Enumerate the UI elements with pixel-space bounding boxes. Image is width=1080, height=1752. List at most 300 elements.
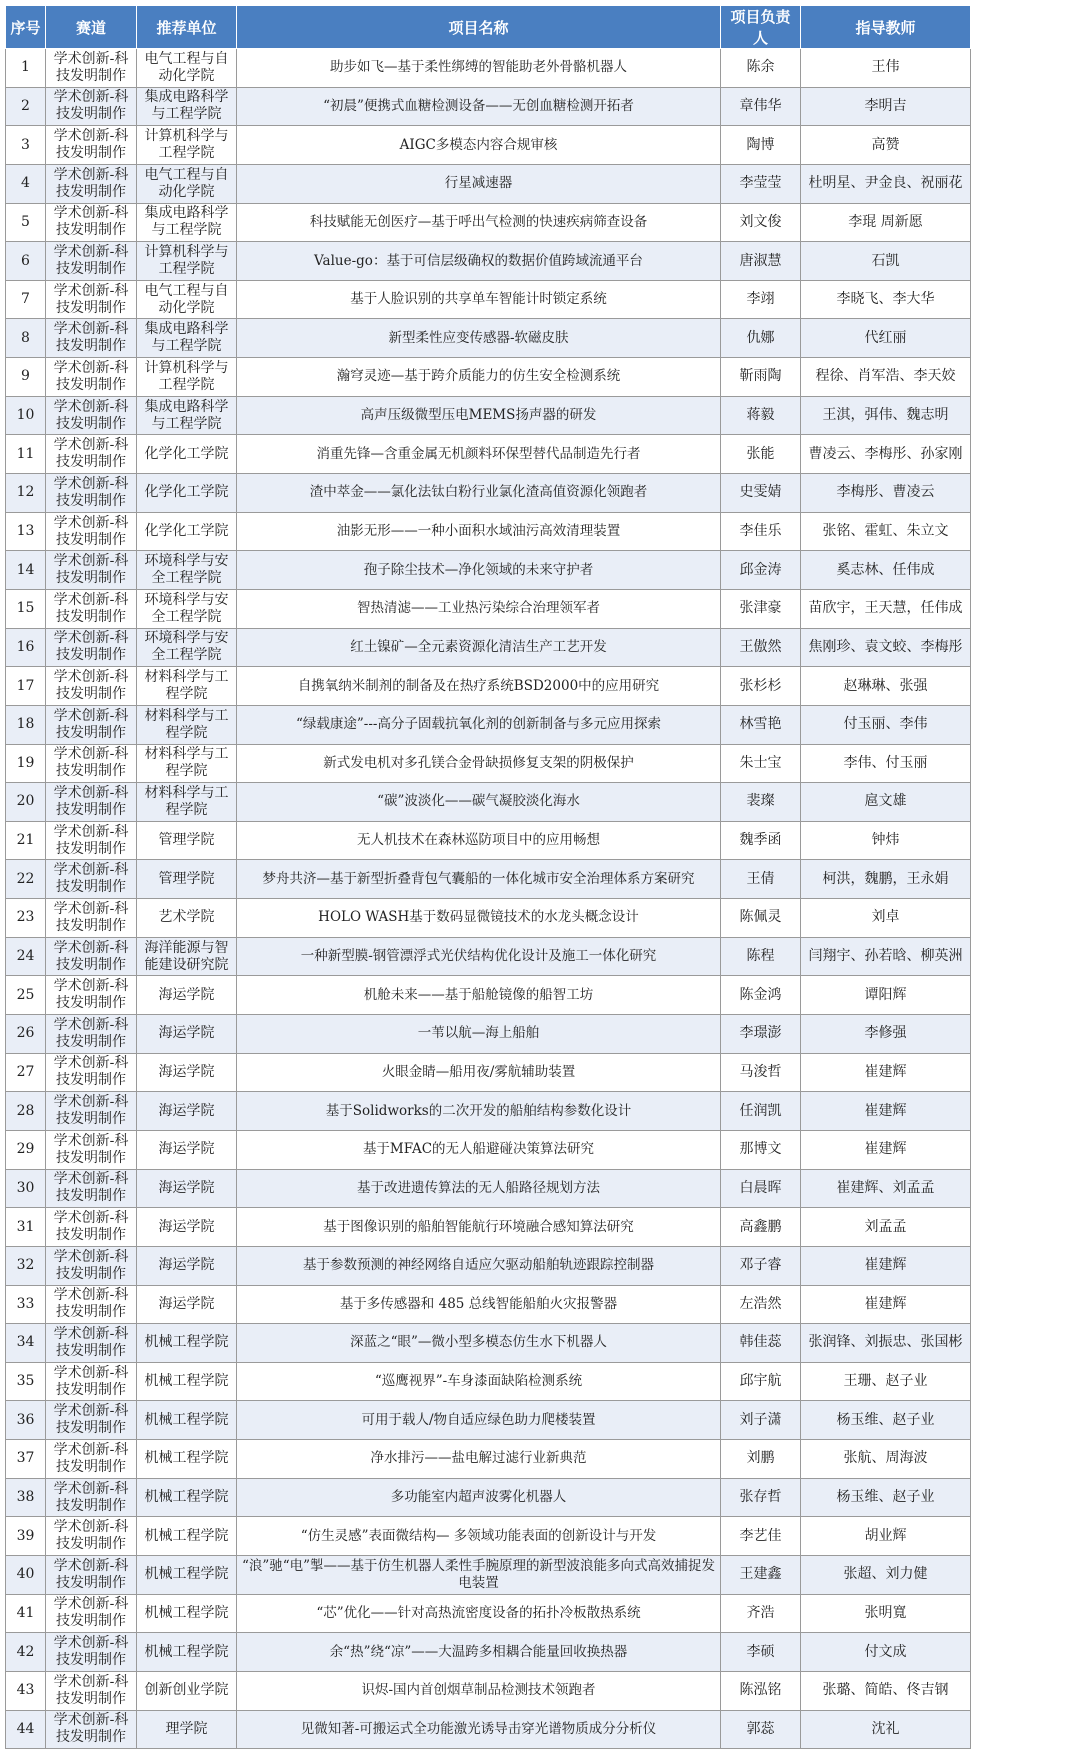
cell-unit: 管理学院 (137, 821, 237, 860)
cell-no: 22 (6, 860, 46, 899)
cell-track: 学术创新-科技发明制作 (46, 1246, 137, 1285)
cell-no: 9 (6, 358, 46, 397)
cell-leader: 刘文俊 (721, 203, 801, 242)
cell-unit: 海运学院 (137, 1015, 237, 1054)
table-row (6, 783, 971, 822)
cell-no: 37 (6, 1440, 46, 1479)
cell-unit: 机械工程学院 (137, 1440, 237, 1479)
cell-advisor: 崔建辉 (801, 1130, 971, 1169)
cell-project: 消重先锋—含重金属无机颜料环保型替代品制造先行者 (237, 435, 721, 474)
cell-advisor: 崔建辉 (801, 1246, 971, 1285)
cell-advisor: 闫翔宇、孙若晗、柳英洲 (801, 937, 971, 976)
cell-leader: 邱宇航 (721, 1362, 801, 1401)
cell-no: 26 (6, 1015, 46, 1054)
cell-project: Value-go：基于可信层级确权的数据价值跨域流通平台 (237, 242, 721, 281)
cell-no: 24 (6, 937, 46, 976)
cell-no: 7 (6, 280, 46, 319)
table-row (6, 1053, 971, 1092)
cell-advisor: 张明寬 (801, 1594, 971, 1633)
cell-no: 3 (6, 126, 46, 165)
cell-project: 基于图像识别的船舶智能航行环境融合感知算法研究 (237, 1208, 721, 1247)
cell-project: HOLO WASH基于数码显微镜技术的水龙头概念设计 (237, 899, 721, 938)
cell-unit: 集成电路科学与工程学院 (137, 319, 237, 358)
cell-project: 科技赋能无创医疗—基于呼出气检测的快速疾病筛查设备 (237, 203, 721, 242)
cell-leader: 马浚哲 (721, 1053, 801, 1092)
table-row (6, 1710, 971, 1749)
cell-project: 一种新型膜-钢管漂浮式光伏结构优化设计及施工一体化研究 (237, 937, 721, 976)
cell-track: 学术创新-科技发明制作 (46, 1401, 137, 1440)
cell-leader: 陈程 (721, 937, 801, 976)
cell-unit: 海洋能源与智能建设研究院 (137, 937, 237, 976)
cell-track: 学术创新-科技发明制作 (46, 1517, 137, 1556)
cell-advisor: 赵琳琳、张强 (801, 667, 971, 706)
cell-unit: 计算机科学与工程学院 (137, 242, 237, 281)
cell-no: 41 (6, 1594, 46, 1633)
cell-track: 学术创新-科技发明制作 (46, 474, 137, 513)
cell-advisor: 王伟 (801, 49, 971, 88)
cell-leader: 史雯婧 (721, 474, 801, 513)
table-row (6, 1633, 971, 1672)
cell-unit: 材料科学与工程学院 (137, 705, 237, 744)
cell-unit: 集成电路科学与工程学院 (137, 396, 237, 435)
table-row (6, 1594, 971, 1633)
cell-no: 44 (6, 1710, 46, 1749)
cell-project: “碳”波淡化——碳气凝胶淡化海水 (237, 783, 721, 822)
table-body (6, 49, 971, 1749)
cell-unit: 材料科学与工程学院 (137, 744, 237, 783)
cell-leader: 靳雨陶 (721, 358, 801, 397)
cell-advisor: 杨玉维、赵子业 (801, 1401, 971, 1440)
cell-leader: 裴璨 (721, 783, 801, 822)
cell-track: 学术创新-科技发明制作 (46, 1169, 137, 1208)
cell-leader: 唐淑慧 (721, 242, 801, 281)
cell-unit: 环境科学与安全工程学院 (137, 589, 237, 628)
cell-project: 净水排污——盐电解过滤行业新典范 (237, 1440, 721, 1479)
cell-project: 多功能室内超声波雾化机器人 (237, 1478, 721, 1517)
table-row (6, 87, 971, 126)
cell-leader: 任润凯 (721, 1092, 801, 1131)
cell-leader: 刘鹏 (721, 1440, 801, 1479)
cell-unit: 材料科学与工程学院 (137, 667, 237, 706)
cell-no: 20 (6, 783, 46, 822)
cell-unit: 管理学院 (137, 860, 237, 899)
cell-no: 28 (6, 1092, 46, 1131)
cell-project: 自携氧纳米制剂的制备及在热疗系统BSD2000中的应用研究 (237, 667, 721, 706)
cell-no: 42 (6, 1633, 46, 1672)
cell-track: 学术创新-科技发明制作 (46, 1710, 137, 1749)
table-row (6, 899, 971, 938)
cell-unit: 机械工程学院 (137, 1633, 237, 1672)
cell-advisor: 李伟、付玉丽 (801, 744, 971, 783)
cell-advisor: 苗欣宇，王天慧，任伟成 (801, 589, 971, 628)
col-header-unit: 推荐单位 (137, 6, 237, 49)
cell-leader: 蒋毅 (721, 396, 801, 435)
table-row (6, 203, 971, 242)
table-row (6, 1362, 971, 1401)
cell-unit: 电气工程与自动化学院 (137, 280, 237, 319)
cell-track: 学术创新-科技发明制作 (46, 1324, 137, 1363)
cell-advisor: 奚志林、任伟成 (801, 551, 971, 590)
table-row (6, 1324, 971, 1363)
cell-unit: 海运学院 (137, 1092, 237, 1131)
table-row (6, 1130, 971, 1169)
cell-no: 40 (6, 1555, 46, 1594)
cell-track: 学术创新-科技发明制作 (46, 1671, 137, 1710)
cell-track: 学术创新-科技发明制作 (46, 1633, 137, 1672)
cell-track: 学术创新-科技发明制作 (46, 1092, 137, 1131)
cell-project: “浪”驰“电”掣——基于仿生机器人柔性手腕原理的新型波浪能多向式高效捕捉发电装置 (237, 1555, 721, 1594)
cell-track: 学术创新-科技发明制作 (46, 358, 137, 397)
table-row (6, 1208, 971, 1247)
col-header-advisor: 指导教师 (801, 6, 971, 49)
table-row (6, 937, 971, 976)
cell-unit: 电气工程与自动化学院 (137, 164, 237, 203)
cell-unit: 机械工程学院 (137, 1324, 237, 1363)
cell-no: 12 (6, 474, 46, 513)
cell-leader: 邓子睿 (721, 1246, 801, 1285)
cell-no: 16 (6, 628, 46, 667)
cell-project: 高声压级微型压电MEMS扬声器的研发 (237, 396, 721, 435)
cell-track: 学术创新-科技发明制作 (46, 435, 137, 474)
table-row (6, 1478, 971, 1517)
cell-project: 基于改进遗传算法的无人船路径规划方法 (237, 1169, 721, 1208)
cell-unit: 机械工程学院 (137, 1594, 237, 1633)
col-header-project: 项目名称 (237, 6, 721, 49)
cell-track: 学术创新-科技发明制作 (46, 396, 137, 435)
cell-advisor: 李修强 (801, 1015, 971, 1054)
cell-track: 学术创新-科技发明制作 (46, 164, 137, 203)
cell-no: 2 (6, 87, 46, 126)
cell-advisor: 焦刚珍、袁文蛟、李梅彤 (801, 628, 971, 667)
cell-track: 学术创新-科技发明制作 (46, 705, 137, 744)
cell-no: 5 (6, 203, 46, 242)
cell-no: 32 (6, 1246, 46, 1285)
cell-project: 基于参数预测的神经网络自适应欠驱动船舶轨迹跟踪控制器 (237, 1246, 721, 1285)
cell-no: 27 (6, 1053, 46, 1092)
cell-unit: 计算机科学与工程学院 (137, 358, 237, 397)
table-row (6, 705, 971, 744)
cell-unit: 艺术学院 (137, 899, 237, 938)
cell-project: 行星减速器 (237, 164, 721, 203)
table-row (6, 1671, 971, 1710)
cell-advisor: 张航、周海波 (801, 1440, 971, 1479)
cell-project: 孢子除尘技术—净化领域的未来守护者 (237, 551, 721, 590)
table-row (6, 435, 971, 474)
cell-leader: 李硕 (721, 1633, 801, 1672)
cell-no: 14 (6, 551, 46, 590)
cell-track: 学术创新-科技发明制作 (46, 1555, 137, 1594)
table-row (6, 1092, 971, 1131)
cell-advisor: 程徐、肖军浩、李天姣 (801, 358, 971, 397)
cell-no: 36 (6, 1401, 46, 1440)
cell-unit: 电气工程与自动化学院 (137, 49, 237, 88)
cell-project: “巡鹰视界”-车身漆面缺陷检测系统 (237, 1362, 721, 1401)
cell-advisor: 崔建辉 (801, 1092, 971, 1131)
cell-track: 学术创新-科技发明制作 (46, 319, 137, 358)
cell-unit: 环境科学与安全工程学院 (137, 628, 237, 667)
cell-leader: 朱士宝 (721, 744, 801, 783)
col-header-no: 序号 (6, 6, 46, 49)
cell-no: 31 (6, 1208, 46, 1247)
cell-leader: 高鑫鹏 (721, 1208, 801, 1247)
cell-leader: 左浩然 (721, 1285, 801, 1324)
cell-advisor: 张铭、霍虹、朱立文 (801, 512, 971, 551)
cell-leader: 齐浩 (721, 1594, 801, 1633)
cell-track: 学术创新-科技发明制作 (46, 628, 137, 667)
table-row (6, 512, 971, 551)
cell-track: 学术创新-科技发明制作 (46, 976, 137, 1015)
cell-leader: 李莹莹 (721, 164, 801, 203)
cell-advisor: 李梅彤、曹凌云 (801, 474, 971, 513)
cell-track: 学术创新-科技发明制作 (46, 242, 137, 281)
cell-track: 学术创新-科技发明制作 (46, 899, 137, 938)
cell-no: 30 (6, 1169, 46, 1208)
cell-project: 基于Solidworks的二次开发的船舶结构参数化设计 (237, 1092, 721, 1131)
cell-leader: 陈余 (721, 49, 801, 88)
cell-project: 深蓝之“眼”—微小型多模态仿生水下机器人 (237, 1324, 721, 1363)
cell-project: 基于多传感器和 485 总线智能船舶火灾报警器 (237, 1285, 721, 1324)
cell-advisor: 付文成 (801, 1633, 971, 1672)
cell-track: 学术创新-科技发明制作 (46, 512, 137, 551)
cell-track: 学术创新-科技发明制作 (46, 49, 137, 88)
cell-unit: 海运学院 (137, 976, 237, 1015)
cell-no: 19 (6, 744, 46, 783)
cell-no: 39 (6, 1517, 46, 1556)
cell-unit: 集成电路科学与工程学院 (137, 87, 237, 126)
cell-project: 助步如飞—基于柔性绑缚的智能助老外骨骼机器人 (237, 49, 721, 88)
table-row (6, 358, 971, 397)
cell-leader: 那博文 (721, 1130, 801, 1169)
table-row (6, 1401, 971, 1440)
cell-advisor: 张润锋、刘振忠、张国彬 (801, 1324, 971, 1363)
cell-project: 新式发电机对多孔镁合金骨缺损修复支架的阴极保护 (237, 744, 721, 783)
cell-no: 4 (6, 164, 46, 203)
cell-advisor: 刘卓 (801, 899, 971, 938)
table-row (6, 821, 971, 860)
cell-no: 17 (6, 667, 46, 706)
cell-leader: 李璟澎 (721, 1015, 801, 1054)
cell-project: 一苇以航—海上船舶 (237, 1015, 721, 1054)
cell-project: 可用于载人/物自适应绿色助力爬楼装置 (237, 1401, 721, 1440)
cell-no: 21 (6, 821, 46, 860)
cell-leader: 张津豪 (721, 589, 801, 628)
table-row (6, 1246, 971, 1285)
cell-leader: 韩佳蕊 (721, 1324, 801, 1363)
cell-advisor: 杜明星、尹金良、祝丽花 (801, 164, 971, 203)
cell-unit: 机械工程学院 (137, 1517, 237, 1556)
cell-advisor: 胡业辉 (801, 1517, 971, 1556)
cell-advisor: 崔建辉 (801, 1053, 971, 1092)
cell-advisor: 代红丽 (801, 319, 971, 358)
cell-leader: 章伟华 (721, 87, 801, 126)
cell-unit: 海运学院 (137, 1246, 237, 1285)
cell-track: 学术创新-科技发明制作 (46, 1362, 137, 1401)
table-row (6, 589, 971, 628)
cell-advisor: 杨玉维、赵子业 (801, 1478, 971, 1517)
cell-advisor: 李晓飞、李大华 (801, 280, 971, 319)
cell-leader: 陈泓铭 (721, 1671, 801, 1710)
cell-no: 15 (6, 589, 46, 628)
cell-advisor: 张璐、简皓、佟吉钢 (801, 1671, 971, 1710)
cell-unit: 化学化工学院 (137, 474, 237, 513)
cell-track: 学术创新-科技发明制作 (46, 937, 137, 976)
col-header-track: 赛道 (46, 6, 137, 49)
table-row (6, 49, 971, 88)
table-row (6, 126, 971, 165)
cell-leader: 刘子潇 (721, 1401, 801, 1440)
cell-unit: 机械工程学院 (137, 1401, 237, 1440)
cell-advisor: 崔建辉 (801, 1285, 971, 1324)
cell-project: 渣中萃金——氯化法钛白粉行业氯化渣高值资源化领跑者 (237, 474, 721, 513)
cell-track: 学术创新-科技发明制作 (46, 280, 137, 319)
cell-leader: 陶博 (721, 126, 801, 165)
cell-advisor: 张超、刘力健 (801, 1555, 971, 1594)
cell-leader: 仇娜 (721, 319, 801, 358)
cell-no: 43 (6, 1671, 46, 1710)
cell-unit: 机械工程学院 (137, 1478, 237, 1517)
cell-track: 学术创新-科技发明制作 (46, 1208, 137, 1247)
cell-project: 智热清滤——工业热污染综合治理领军者 (237, 589, 721, 628)
cell-leader: 邱金涛 (721, 551, 801, 590)
cell-project: 基于MFAC的无人船避碰决策算法研究 (237, 1130, 721, 1169)
table-row (6, 1285, 971, 1324)
cell-advisor: 沈礼 (801, 1710, 971, 1749)
cell-project: 油影无形——一种小面积水域油污高效清理装置 (237, 512, 721, 551)
cell-unit: 环境科学与安全工程学院 (137, 551, 237, 590)
cell-project: AIGC多模态内容合规审核 (237, 126, 721, 165)
cell-leader: 张能 (721, 435, 801, 474)
cell-unit: 海运学院 (137, 1053, 237, 1092)
cell-no: 29 (6, 1130, 46, 1169)
cell-project: 梦舟共济—基于新型折叠背包气囊船的一体化城市安全治理体系方案研究 (237, 860, 721, 899)
cell-track: 学术创新-科技发明制作 (46, 203, 137, 242)
cell-no: 23 (6, 899, 46, 938)
cell-no: 33 (6, 1285, 46, 1324)
cell-leader: 郭蕊 (721, 1710, 801, 1749)
cell-unit: 海运学院 (137, 1169, 237, 1208)
cell-project: “芯”优化——针对高热流密度设备的拓扑冷板散热系统 (237, 1594, 721, 1633)
cell-no: 11 (6, 435, 46, 474)
cell-no: 35 (6, 1362, 46, 1401)
cell-track: 学术创新-科技发明制作 (46, 1053, 137, 1092)
cell-leader: 王建鑫 (721, 1555, 801, 1594)
table-row (6, 860, 971, 899)
cell-leader: 白晨晖 (721, 1169, 801, 1208)
table-row (6, 242, 971, 281)
cell-leader: 王傲然 (721, 628, 801, 667)
cell-project: 见微知著-可搬运式全功能激光诱导击穿光谱物质成分分析仪 (237, 1710, 721, 1749)
cell-track: 学术创新-科技发明制作 (46, 667, 137, 706)
table-row (6, 1015, 971, 1054)
cell-advisor: 扈文雄 (801, 783, 971, 822)
cell-project: “初晨”便携式血糖检测设备——无创血糖检测开拓者 (237, 87, 721, 126)
cell-project: 基于人脸识别的共享单车智能计时锁定系统 (237, 280, 721, 319)
cell-project: 余“热”绕“凉”——大温跨多相耦合能量回收换热器 (237, 1633, 721, 1672)
cell-unit: 海运学院 (137, 1285, 237, 1324)
table-row (6, 667, 971, 706)
cell-unit: 材料科学与工程学院 (137, 783, 237, 822)
cell-no: 18 (6, 705, 46, 744)
cell-unit: 创新创业学院 (137, 1671, 237, 1710)
cell-leader: 李佳乐 (721, 512, 801, 551)
cell-unit: 机械工程学院 (137, 1362, 237, 1401)
cell-advisor: 曹凌云、李梅彤、孙家刚 (801, 435, 971, 474)
cell-track: 学术创新-科技发明制作 (46, 1440, 137, 1479)
cell-track: 学术创新-科技发明制作 (46, 1130, 137, 1169)
cell-project: 新型柔性应变传感器-软磁皮肤 (237, 319, 721, 358)
cell-leader: 陈佩灵 (721, 899, 801, 938)
cell-unit: 海运学院 (137, 1130, 237, 1169)
table-row (6, 1169, 971, 1208)
cell-project: “绿载康途”---高分子固载抗氧化剂的创新制备与多元应用探索 (237, 705, 721, 744)
cell-unit: 理学院 (137, 1710, 237, 1749)
table-row (6, 474, 971, 513)
cell-leader: 李艺佳 (721, 1517, 801, 1556)
table-row (6, 164, 971, 203)
cell-leader: 林雪艳 (721, 705, 801, 744)
cell-unit: 集成电路科学与工程学院 (137, 203, 237, 242)
table-row (6, 396, 971, 435)
cell-unit: 海运学院 (137, 1208, 237, 1247)
cell-track: 学术创新-科技发明制作 (46, 783, 137, 822)
cell-no: 13 (6, 512, 46, 551)
cell-advisor: 王淇，弭伟、魏志明 (801, 396, 971, 435)
cell-unit: 化学化工学院 (137, 512, 237, 551)
table-row (6, 628, 971, 667)
table-row (6, 1555, 971, 1594)
table-row (6, 551, 971, 590)
cell-no: 25 (6, 976, 46, 1015)
cell-leader: 张杉杉 (721, 667, 801, 706)
table-row (6, 744, 971, 783)
cell-advisor: 李琨 周新愿 (801, 203, 971, 242)
cell-project: 机舱未来——基于船舱镜像的船智工坊 (237, 976, 721, 1015)
cell-no: 10 (6, 396, 46, 435)
table-row (6, 1517, 971, 1556)
cell-project: 红土镍矿—全元素资源化清洁生产工艺开发 (237, 628, 721, 667)
cell-advisor: 李明吉 (801, 87, 971, 126)
cell-project: 无人机技术在森林巡防项目中的应用畅想 (237, 821, 721, 860)
project-table (5, 5, 971, 1749)
cell-no: 34 (6, 1324, 46, 1363)
cell-track: 学术创新-科技发明制作 (46, 589, 137, 628)
cell-leader: 魏季函 (721, 821, 801, 860)
cell-project: 识烬-国内首创烟草制品检测技术领跑者 (237, 1671, 721, 1710)
cell-advisor: 高赞 (801, 126, 971, 165)
cell-track: 学术创新-科技发明制作 (46, 744, 137, 783)
cell-advisor: 崔建辉、刘孟孟 (801, 1169, 971, 1208)
table-row (6, 1440, 971, 1479)
cell-track: 学术创新-科技发明制作 (46, 87, 137, 126)
cell-no: 38 (6, 1478, 46, 1517)
cell-project: “仿生灵感”表面微结构— 多领域功能表面的创新设计与开发 (237, 1517, 721, 1556)
cell-advisor: 刘孟孟 (801, 1208, 971, 1247)
cell-advisor: 付玉丽、李伟 (801, 705, 971, 744)
cell-track: 学术创新-科技发明制作 (46, 1015, 137, 1054)
cell-no: 1 (6, 49, 46, 88)
cell-no: 8 (6, 319, 46, 358)
cell-track: 学术创新-科技发明制作 (46, 1285, 137, 1324)
cell-leader: 陈金鸿 (721, 976, 801, 1015)
table-row (6, 976, 971, 1015)
cell-no: 6 (6, 242, 46, 281)
cell-leader: 李翊 (721, 280, 801, 319)
cell-advisor: 谭阳辉 (801, 976, 971, 1015)
header-row (6, 6, 971, 49)
cell-project: 火眼金睛—船用夜/雾航辅助装置 (237, 1053, 721, 1092)
cell-track: 学术创新-科技发明制作 (46, 1478, 137, 1517)
cell-leader: 王倩 (721, 860, 801, 899)
